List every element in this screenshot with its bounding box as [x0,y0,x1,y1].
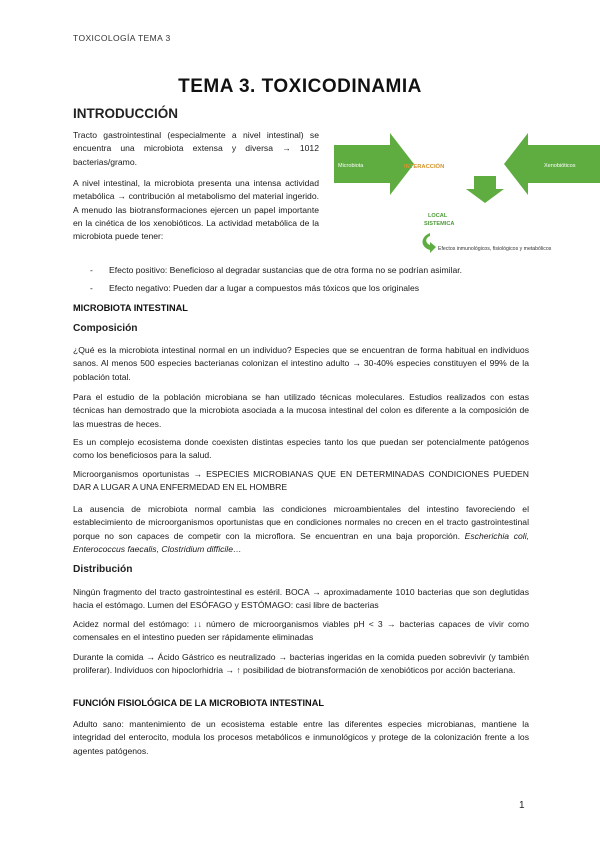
diagram-label-interaccion: INTERACCIÓN [404,164,445,170]
list-item-text: Efecto positivo: Beneficioso al degradar sustancias que de otra forma no se podrían asimilar. [109,265,463,275]
composicion-heading: Composición [73,323,138,334]
distribucion-paragraph-2: Acidez normal del estómago: ↓↓ número de microorganismos viables pH < 3 → bacterias capaces de vivir como comensales en el intestino pueden ser rápidamente eliminadas [73,619,529,643]
bullet-dash: - [90,283,93,294]
intro-paragraph-1: Tracto gastrointestinal (especialmente a nivel intestinal) se encuentra una microbiota extensa y diversa → 1012 bacterias/gramo. [73,130,319,167]
paragraph-text: La ausencia de microbiota normal cambia las condiciones microambientales del intestino favoreciendo el establecimiento de microorganismos oportunistas que en condiciones normales no crecen en el tracto gastrointestinal porque no son capaces de competir con la microflora. Se encuentran en una baja proporción. [73,504,529,541]
effects-list [90,264,530,301]
composicion-paragraph-1: ¿Qué es la microbiota intestinal normal en un individuo? Especies que se encuentran de forma habitual en individuos sanos. Al menos 500 especies bacterianas colonizan el intestino adulto → 30-40% especies constituyen el 99% de la población total. [73,345,529,382]
diagram-label-sistemica: SISTEMICA [424,221,455,227]
funcion-paragraph-1: Adulto sano: mantenimiento de un ecosistema estable entre las diferentes especies microbianas, mantiene la integridad del enterocito, modula los procesos metabólicos e inmunológicos y protege de la colonización frente a los agentes patógenos. [73,719,529,756]
composicion-paragraph-5 [73,503,529,556]
composicion-paragraph-4: Microorganismos oportunistas → ESPECIES MICROBIANAS QUE EN DETERMINADAS CONDICIONES PUEDEN DAR A LUGAR A UNA ENFERMEDAD EN EL HOMBRE [73,469,529,493]
diagram-label-xenobioticos: Xenobióticos [544,163,576,169]
xenobioticos-arrow [504,133,600,195]
distribucion-paragraph-3: Durante la comida → Ácido Gástrico es neutralizado → bacterias ingeridas en la comida pueden sobrevivir (y también proliferar). Individuos con hipoclorhidria → ↑ posibilidad de biotransformación de xenobióticos por acción bacteriana. [73,652,529,676]
intro-paragraph-2: A nivel intestinal, la microbiota presenta una intensa actividad metabólica → contribución al metabolismo del material ingerido. A menudo las biotransformaciones ejercen un papel importante en la cinética de los xenobióticos. La actividad metabólica de la microbiota puede tener: [73,178,319,242]
composicion-paragraph-3: Es un complejo ecosistema donde coexisten distintas especies tanto los que puedan ser potencialmente patógenos como los beneficiosos para la salud. [73,437,529,461]
species-list: Escherichia coli, Enterococcus faecalis, Clostridium difficile… [73,530,530,554]
distribucion-heading: Distribución [73,564,133,575]
curved-arrow-icon [423,233,437,253]
intro-heading: INTRODUCCIÓN [73,106,178,121]
funcion-heading: FUNCIÓN FISIOLÓGICA DE LA MICROBIOTA INTESTINAL [73,698,324,708]
running-header: TOXICOLOGÍA TEMA 3 [73,33,171,43]
page-title: TEMA 3. TOXICODINAMIA [178,76,422,97]
diagram-label-local: LOCAL [428,213,448,219]
list-item-text: Efecto negativo: Pueden dar a lugar a compuestos más tóxicos que los originales [109,283,420,294]
microbiota-arrow [334,133,414,195]
down-arrow-icon [466,176,504,203]
list-item [90,282,530,295]
composicion-paragraph-2: Para el estudio de la población microbiana se han utilizado técnicas moleculares. Estudios realizados con estas técnicas han demostrado que la microbiota asociada a la mucosa intestinal del colon es diferente a la composición de las muestras de heces. [73,392,529,429]
distribucion-paragraph-1: Ningún fragmento del tracto gastrointestinal es estéril. BOCA → aproximadamente 1010 bacterias que son deglutidas hacia el estómago. Lumen del ESÓFAGO y ESTÓMAGO: casi libre de bacterias [73,587,529,611]
diagram-label-efectos: Efectos inmunológicos, fisiológicos y metabólicos [438,246,552,252]
interaction-diagram [334,133,600,258]
page-number: 1 [519,800,525,811]
diagram-label-microbiota: Microbiota [338,163,364,169]
list-item [90,264,530,277]
bullet-dash: - [90,265,93,275]
microbiota-heading: MICROBIOTA INTESTINAL [73,303,188,313]
